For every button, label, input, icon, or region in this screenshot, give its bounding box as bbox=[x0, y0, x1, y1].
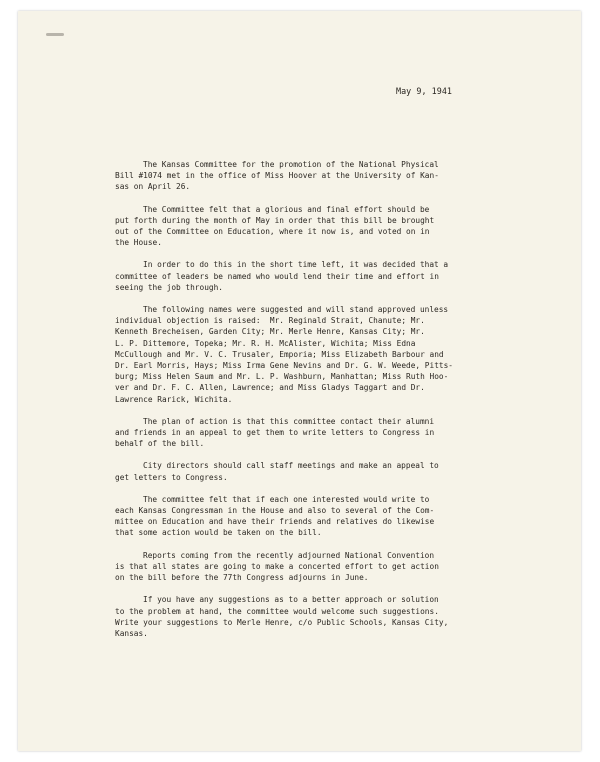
text-line: Dr. Earl Morris, Hays; Miss Irma Gene Nevins and Dr. G. W. Weede, Pitts- bbox=[115, 361, 453, 371]
paragraph-effort bbox=[115, 204, 535, 249]
paragraph-write bbox=[115, 494, 535, 539]
letter-page bbox=[18, 11, 581, 751]
text-line: on the bill before the 77th Congress adjourns in June. bbox=[115, 573, 369, 583]
text-line: In order to do this in the short time left, it was decided that a bbox=[143, 260, 449, 270]
text-line: If you have any suggestions as to a better approach or solution bbox=[143, 595, 439, 605]
paragraph-names bbox=[115, 304, 535, 405]
pencil-mark bbox=[46, 33, 64, 36]
text-line: mittee on Education and have their friends and relatives do likewise bbox=[115, 517, 435, 527]
text-line: and friends in an appeal to get them to write letters to Congress in bbox=[115, 428, 435, 438]
text-line: ver and Dr. F. C. Allen, Lawrence; and Miss Gladys Taggart and Dr. bbox=[115, 383, 425, 393]
text-line: The following names were suggested and will stand approved unless bbox=[143, 305, 449, 315]
text-line: The plan of action is that this committee contact their alumni bbox=[143, 416, 435, 426]
text-line: behalf of the bill. bbox=[115, 439, 205, 449]
text-line: put forth during the month of May in order that this bill be brought bbox=[115, 215, 435, 225]
text-line: seeing the job through. bbox=[115, 282, 223, 292]
text-line: individual objection is raised: Mr. Reginald Strait, Chanute; Mr. bbox=[115, 316, 425, 326]
text-line: sas on April 26. bbox=[115, 182, 191, 192]
text-line: Kansas. bbox=[115, 628, 148, 638]
paragraph-meeting bbox=[115, 159, 535, 193]
text-line: to the problem at hand, the committee would welcome such suggestions. bbox=[115, 606, 439, 616]
paragraph-directors bbox=[115, 460, 535, 482]
text-line: out of the Committee on Education, where it now is, and voted on in bbox=[115, 227, 430, 237]
text-line: Reports coming from the recently adjourned National Convention bbox=[143, 550, 435, 560]
text-line: each Kansas Congressman in the House and also to several of the Com- bbox=[115, 506, 435, 516]
text-line: the House. bbox=[115, 238, 162, 248]
text-line: Kenneth Brecheisen, Garden City; Mr. Merle Henre, Kansas City; Mr. bbox=[115, 327, 425, 337]
paragraph-committee bbox=[115, 259, 535, 293]
text-line: The committee felt that if each one interested would write to bbox=[143, 494, 430, 504]
text-line: committee of leaders be named who would lend their time and effort in bbox=[115, 271, 439, 281]
text-line: Write your suggestions to Merle Henre, c/o Public Schools, Kansas City, bbox=[115, 617, 449, 627]
text-line: The Committee felt that a glorious and final effort should be bbox=[143, 204, 430, 214]
text-line: Bill #1074 met in the office of Miss Hoover at the University of Kan- bbox=[115, 171, 439, 181]
letter-date: May 9, 1941 bbox=[396, 86, 453, 96]
text-line: McCullough and Mr. V. C. Trusaler, Emporia; Miss Elizabeth Barbour and bbox=[115, 349, 444, 359]
letter-body bbox=[115, 159, 535, 650]
paragraph-suggestions bbox=[115, 594, 535, 639]
paragraph-plan bbox=[115, 416, 535, 450]
text-line: get letters to Congress. bbox=[115, 472, 228, 482]
text-line: The Kansas Committee for the promotion of the National Physical bbox=[143, 160, 439, 169]
text-line: that some action would be taken on the bill. bbox=[115, 528, 322, 538]
text-line: City directors should call staff meetings and make an appeal to bbox=[143, 461, 439, 471]
text-line: L. P. Dittemore, Topeka; Mr. R. H. McAlister, Wichita; Miss Edna bbox=[115, 338, 416, 348]
text-line: burg; Miss Helen Saum and Mr. L. P. Washburn, Manhattan; Miss Ruth Hoo- bbox=[115, 372, 449, 382]
text-line: is that all states are going to make a concerted effort to get action bbox=[115, 561, 439, 571]
paragraph-reports bbox=[115, 550, 535, 584]
text-line: Lawrence Rarick, Wichita. bbox=[115, 394, 233, 404]
